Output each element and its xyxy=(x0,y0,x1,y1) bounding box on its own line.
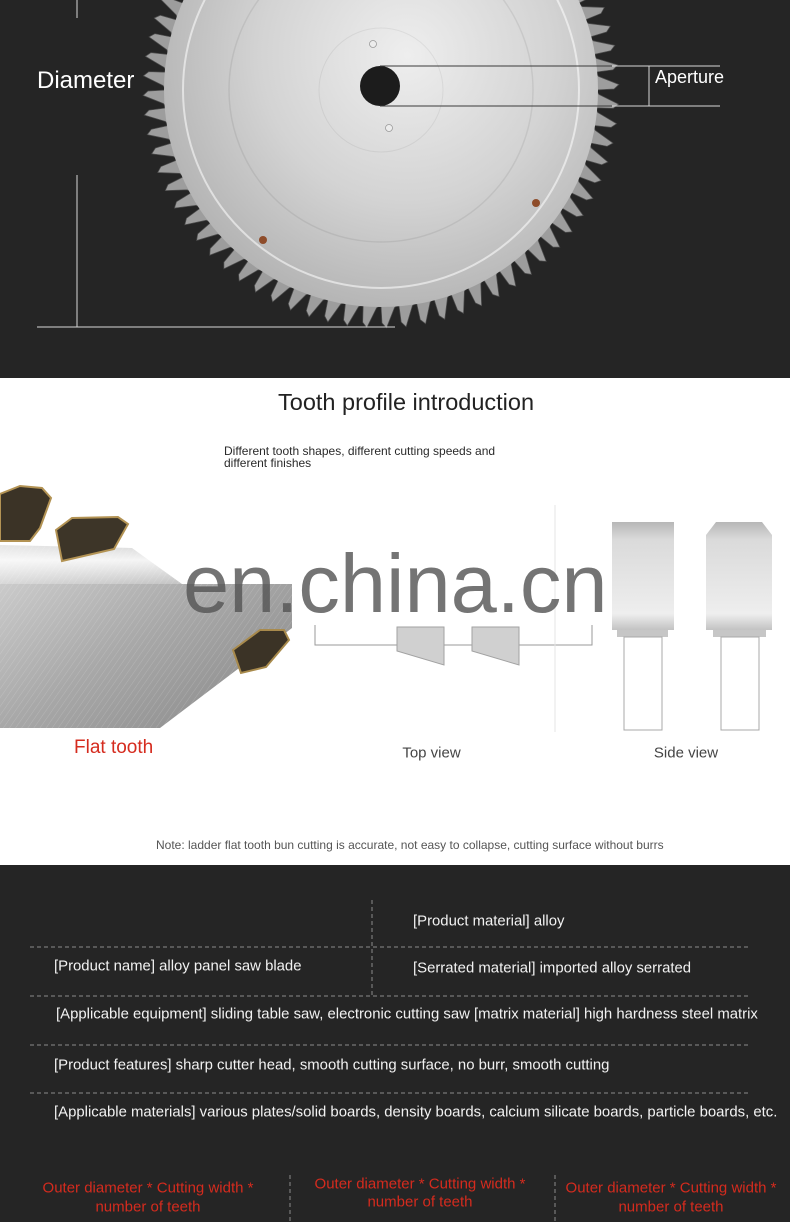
section-title: Tooth profile introduction xyxy=(278,389,535,415)
diameter-label: Diameter xyxy=(37,67,135,94)
pin-hole xyxy=(370,41,377,48)
spec-product-material: [Product material] alloy xyxy=(413,913,565,930)
spec-applicable-materials: [Applicable materials] various plates/solid boards, density boards, calcium silicate boards, particle boards, etc. xyxy=(54,1104,778,1121)
tooth-type-label: Flat tooth xyxy=(74,737,154,758)
specs-section xyxy=(0,865,790,1222)
tooth-profile-section xyxy=(0,378,790,865)
top-view-diagram xyxy=(315,625,592,665)
size-column-header: number of teeth xyxy=(95,1198,201,1216)
specs-table xyxy=(0,865,790,1222)
spec-applicable-equipment: [Applicable equipment] sliding table saw, electronic cutting saw [matrix material] high hardness steel matrix xyxy=(56,1006,758,1023)
rivet xyxy=(259,236,267,244)
size-column-header: number of teeth xyxy=(618,1198,724,1216)
hero-graphic xyxy=(0,0,790,378)
spec-serrated-material: [Serrated material] imported alloy serrated xyxy=(413,960,692,977)
spec-product-features: [Product features] sharp cutter head, smooth cutting surface, no burr, smooth cutting xyxy=(54,1057,610,1074)
side-view-tooth-flat xyxy=(612,522,674,730)
size-table-header xyxy=(43,1176,777,1216)
profile-note: Note: ladder flat tooth bun cutting is accurate, not easy to collapse, cutting surface without burrs xyxy=(156,838,664,852)
size-column-header: number of teeth xyxy=(367,1193,473,1211)
size-column-header: Outer diameter * Cutting width * xyxy=(314,1175,526,1193)
carbide-tooth xyxy=(0,486,51,541)
aperture-label: Aperture xyxy=(655,67,725,87)
saw-blade-image xyxy=(143,0,619,328)
watermark: en.china.cn xyxy=(183,537,608,630)
section-subtitle: Different tooth shapes, different cutting speeds and different finishes xyxy=(224,444,496,470)
top-view-tooth xyxy=(397,627,444,665)
top-view-tooth xyxy=(472,627,519,665)
side-view-tooth-chamfered xyxy=(706,522,772,730)
pin-hole xyxy=(386,125,393,132)
size-column-header: Outer diameter * Cutting width * xyxy=(42,1179,254,1197)
hero-section xyxy=(0,0,790,378)
top-view-label: Top view xyxy=(402,744,461,762)
side-view-label: Side view xyxy=(653,744,719,762)
arbor-hole xyxy=(360,66,400,106)
size-column-header: Outer diameter * Cutting width * xyxy=(565,1179,777,1197)
spec-product-name: [Product name] alloy panel saw blade xyxy=(54,958,302,975)
rivet xyxy=(532,199,540,207)
